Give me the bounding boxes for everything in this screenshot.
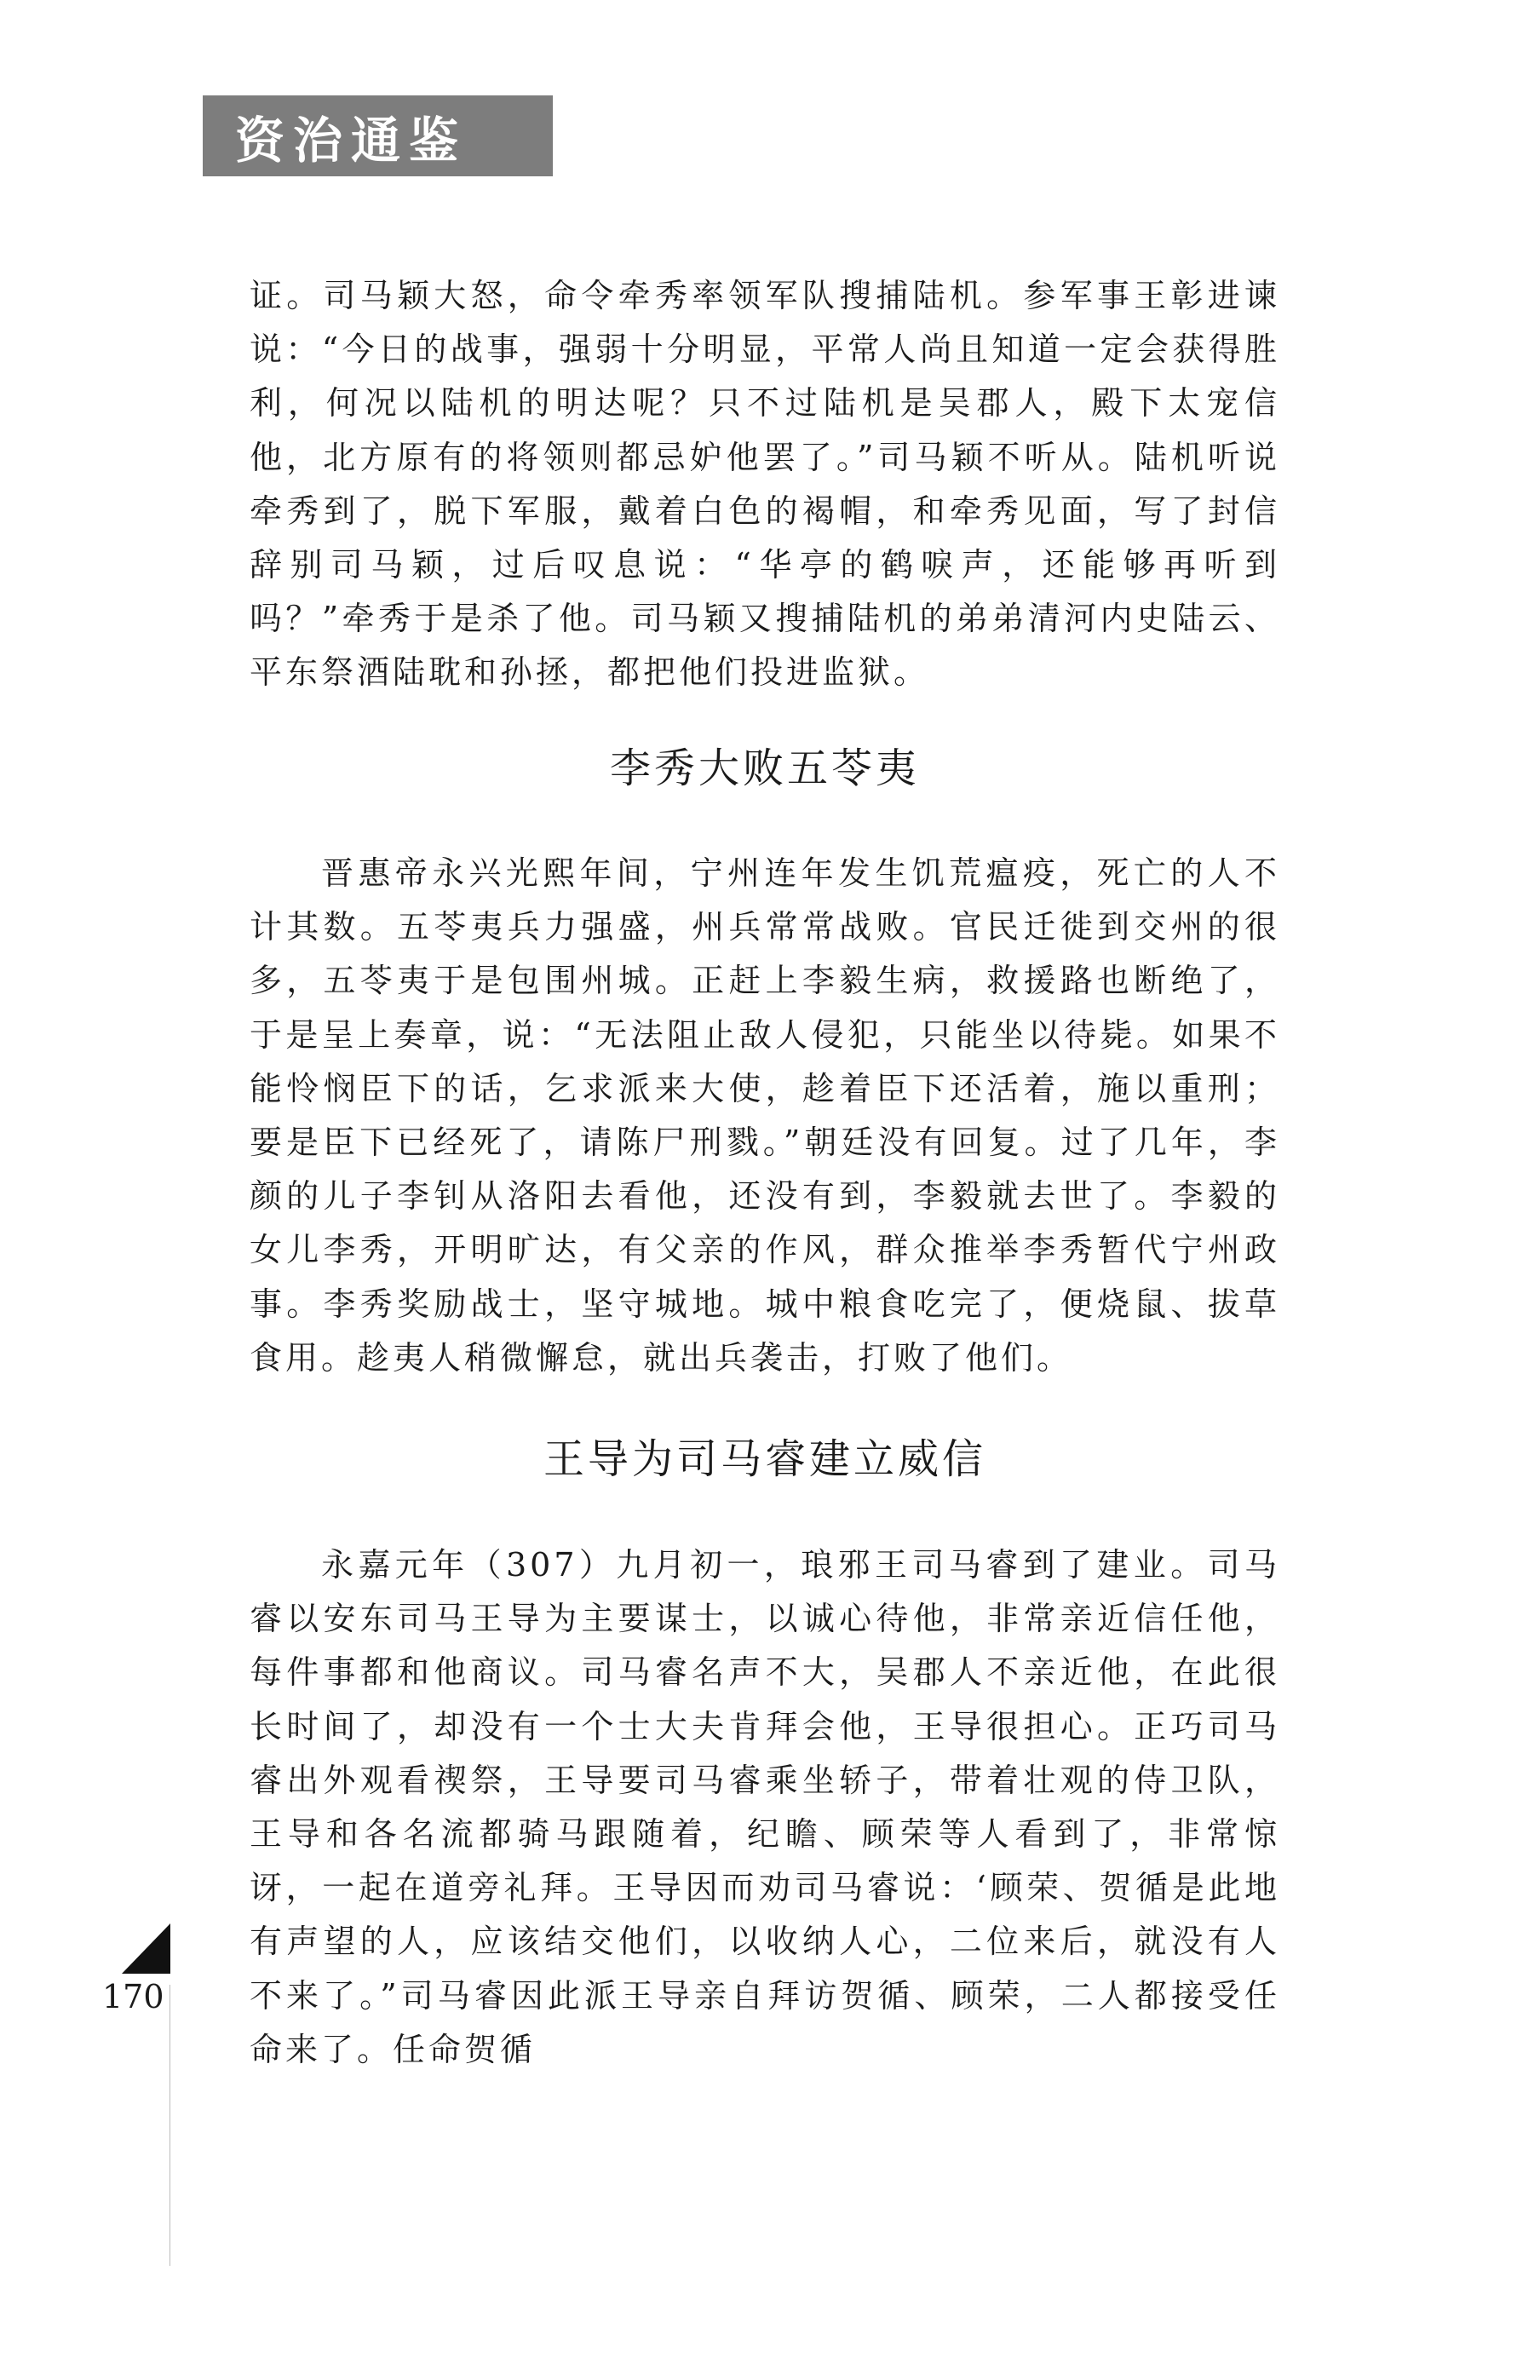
book-title: 资治通鉴 <box>235 111 468 170</box>
intro-block <box>250 269 1280 700</box>
intro-paragraph: 证。司马颖大怒，命令牵秀率领军队搜捕陆机。参军事王彰进谏说：“今日的战事，强弱十分明显，平常人尚且知道一定会获得胜利，何况以陆机的明达呢？只不过陆机是吴郡人，殿下太宠信他，北方原有的将领则都忌妒他罢了。”司马颖不听从。陆机听说牵秀到了，脱下军服，戴着白色的褐帽，和牵秀见面，写了封信辞别司马颖，过后叹息说：“华亭的鹤唳声，还能够再听到吗？”牵秀于是杀了他。司马颖又搜捕陆机的弟弟清河内史陆云、平东祭酒陆耽和孙拯，都把他们投进监狱。 <box>250 277 1280 692</box>
section-title-wang-dao: 王导为司马睿建立威信 <box>543 1435 986 1483</box>
section-paragraph-wang-dao: 永嘉元年（307）九月初一，琅邪王司马睿到了建业。司马睿以安东司马王导为主要谋士，以诚心待他，非常亲近信任他，每件事都和他商议。司马睿名声不大，吴郡人不亲近他，在此很长时间了，却没有一个士大夫肯拜会他，王导很担心。正巧司马睿出外观看禊祭，王导要司马睿乘坐轿子，带着壮观的侍卫队，王导和各名流都骑马跟随着，纪瞻、顾荣等人看到了，非常惊讶，一起在道旁礼拜。王导因而劝司马睿说：‘顾荣、贺循是此地有声望的人，应该结交他们，以收纳人心，二位来后，就没有人不来了。”司马睿因此派王导亲自拜访贺循、顾荣，二人都接受任命来了。任命贺循 <box>250 1546 1280 2068</box>
page-number: 170 <box>102 1978 164 2015</box>
section-body-li-xiu <box>250 847 1280 1385</box>
page-corner-marker <box>122 1923 170 1974</box>
book-title-banner <box>203 95 553 176</box>
section-paragraph-li-xiu: 晋惠帝永兴光熙年间，宁州连年发生饥荒瘟疫，死亡的人不计其数。五苓夷兵力强盛，州兵常常战败。官民迁徙到交州的很多，五苓夷于是包围州城。正赶上李毅生病，救援路也断绝了，于是呈上奏章，说：“无法阻止敌人侵犯，只能坐以待毙。如果不能怜悯臣下的话，乞求派来大使，趁着臣下还活着，施以重刑；要是臣下已经死了，请陈尸刑戮。”朝廷没有回复。过了几年，李颜的儿子李钊从洛阳去看他，还没有到，李毅就去世了。李毅的女儿李秀，开明旷达，有父亲的作风，群众推举李秀暂代宁州政事。李秀奖励战士，坚守城地。城中粮食吃完了，便烧鼠、拔草食用。趁夷人稍微懈怠，就出兵袭击，打败了他们。 <box>250 854 1280 1377</box>
section-title-li-xiu: 李秀大败五苓夷 <box>609 744 920 792</box>
section-body-wang-dao <box>250 1538 1280 2077</box>
